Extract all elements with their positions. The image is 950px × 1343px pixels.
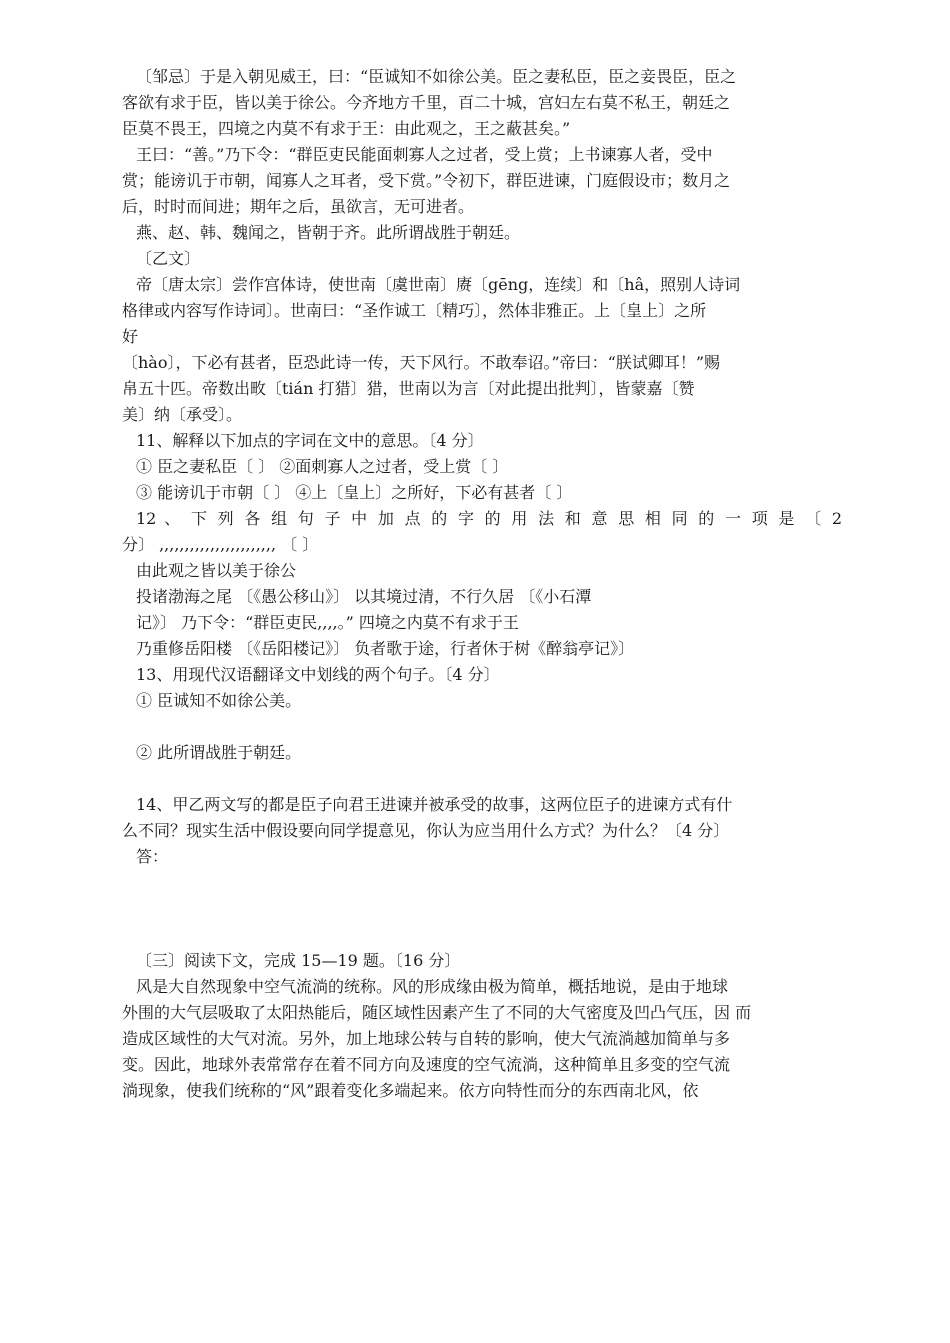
passage-line: 臣莫不畏王，四境之内莫不有求于王：由此观之，王之蔽甚矣。” <box>122 119 571 138</box>
passage-line: 〔hào〕，下必有甚者，臣恐此诗一传，天下风行。不敢奉诏。”帝曰：“朕试卿耳！”赐 <box>122 353 721 372</box>
question-line: 么不同？现实生活中假设要向同学提意见，你认为应当用什么方式？为什么？〔4 分〕 <box>122 821 730 840</box>
passage-line: 淌现象，使我们统称的“风”跟着变化多端起来。依方向特性而分的东西南北风，依 <box>122 1081 699 1100</box>
passage-line: 后，时时而间进；期年之后，虽欲言，无可进者。 <box>122 197 475 216</box>
question-title: 13、用现代汉语翻译文中划线的两个句子。〔4 分〕 <box>136 665 500 684</box>
question-title: 分〕 ,,,,,,,,,,,,,,,,,,,,,,, 〔 〕 <box>122 535 319 554</box>
question-line: ① 臣诚知不如徐公美。 <box>136 691 302 710</box>
passage-line: 赏；能谤讥于市朝，闻寡人之耳者，受下赏。”令初下，群臣进谏，门庭假设市；数月之 <box>122 171 731 190</box>
question-title: 11、解释以下加点的字词在文中的意思。〔4 分〕 <box>136 431 484 450</box>
question-option: 投诸渤海之尾 〔《愚公移山》〕 以其境过清，不行久居 〔《小石潭 <box>136 587 592 606</box>
question-title: 12 、 下 列 各 组 句 子 中 加 点 的 字 的 用 法 和 意 思 相 同 的 一 项 是 〔 2 <box>136 509 842 528</box>
question-line: 14、甲乙两文写的都是臣子向君王进谏并被承受的故事，这两位臣子的进谏方式有什 <box>136 795 733 814</box>
question-13 <box>122 662 842 792</box>
passage-line: 美〕纳〔承受〕。 <box>122 405 243 424</box>
question-option: 由此观之皆以美于徐公 <box>136 561 297 580</box>
question-line: ① 臣之妻私臣〔 〕 ②面刺寡人之过者，受上赏〔 〕 <box>136 457 509 476</box>
question-line: ② 此所谓战胜于朝廷。 <box>136 743 302 762</box>
question-option: 记》〕 乃下令：“群臣吏民,,,,。” 四境之内莫不有求于王 <box>136 613 519 632</box>
question-line: ③ 能谤讥于市朝〔 〕 ④上〔皇上〕之所好，下必有甚者〔 〕 <box>136 483 573 502</box>
section-heading: 〔三〕阅读下文，完成 15—19 题。〔16 分〕 <box>136 951 461 970</box>
passage-line: 帛五十匹。帝数出畋〔tián 打猎〕猎，世南以为言〔对此提出批判〕，皆蒙嘉〔赞 <box>122 379 695 398</box>
passage-heading: 〔乙文〕 <box>136 249 201 268</box>
question-14 <box>122 792 842 870</box>
passage-line: 帝〔唐太宗〕尝作宫体诗，使世南〔虞世南〕赓〔gēng，连续〕和〔hâ，照别人诗词 <box>136 275 741 294</box>
passage-line: 燕、赵、韩、魏闻之，皆朝于齐。此所谓战胜于朝廷。 <box>136 223 521 242</box>
passage-line: 变。因此，地球外表常常存在着不同方向及速度的空气流淌，这种简单且多变的空气流 <box>122 1055 731 1074</box>
question-12 <box>122 506 842 662</box>
passage-line: 客欲有求于臣，皆以美于徐公。今齐地方千里，百二十城，宫妇左右莫不私王，朝廷之 <box>122 93 731 112</box>
question-option: 乃重修岳阳楼 〔《岳阳楼记》〕 负者歌于途，行者休于树《醉翁亭记》〕 <box>136 639 635 658</box>
document-page <box>122 64 842 1104</box>
passage-jia <box>122 64 842 246</box>
passage-yi <box>122 246 842 428</box>
passage-line: 造成区域性的大气对流。另外，加上地球公转与自转的影响，使大气流淌越加简单与多 <box>122 1029 731 1048</box>
passage-line: 格律或内容写作诗词〕。世南曰：“圣作诚工〔精巧〕，然体非雅正。上〔皇上〕之所 <box>122 301 707 320</box>
question-11 <box>122 428 842 506</box>
answer-label: 答： <box>136 847 169 866</box>
section-3 <box>122 948 842 1104</box>
passage-line: 外围的大气层吸取了太阳热能后，随区域性因素产生了不同的大气密度及凹凸气压，因 而 <box>122 1003 752 1022</box>
passage-line: 风是大自然现象中空气流淌的统称。风的形成缘由极为简单，概括地说，是由于地球 <box>136 977 729 996</box>
passage-line: 王曰：“善。”乃下令：“群臣吏民能面刺寡人之过者，受上赏；上书谏寡人者，受中 <box>136 145 713 164</box>
passage-line: 〔邹忌〕于是入朝见威王，曰：“臣诚知不如徐公美。臣之妻私臣，臣之妾畏臣，臣之 <box>136 67 737 86</box>
passage-line: 好 <box>122 327 139 346</box>
